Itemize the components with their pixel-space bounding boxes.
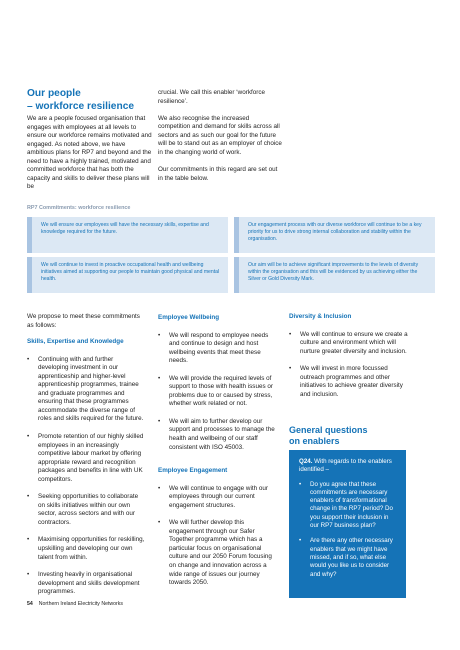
commitments-table (27, 217, 435, 293)
footer-org: Northern Ireland Electricity Networks (38, 601, 123, 607)
bullet-list (289, 331, 411, 400)
commitment-cell: Our aim will be to achieve significant improvements to the levels of diversity within the organisation and this will be evidenced by us achieving either the Silver or Gold Diversity Mark. (234, 257, 435, 293)
column-skills (27, 313, 145, 606)
bullet-list (158, 332, 280, 453)
general-questions-title: General questions on enablers (289, 425, 368, 446)
intro-left-text (27, 115, 152, 201)
page-number: 54 (27, 601, 33, 607)
intro-paragraph: crucial. We call this enabler ‘workforce resilience’. (158, 89, 265, 105)
list-item: • We will further develop this engagement through our Safer Together programme which has a particular focus on organisational culture and our 2050 Forum focusing on change and innovation across a wide range of issues our journey towards 2050. (158, 519, 280, 587)
question-box (289, 450, 406, 598)
section-title: Our people – workforce resilience (27, 88, 135, 112)
list-item: • We will aim to further develop our support and processes to manage the health and wellbeing of our staff consistent with ISO 45003. (158, 418, 280, 452)
question-bullets (299, 481, 398, 579)
intro-paragraph: We are a people focused organisation that engages with employees at all levels to ensure our workforce remains motivated and engaged. As noted above, we have ambitious plans for RP7 and beyond and the need to have a highly trained, motivated and committed workforce that has both the capacity and skills to deliver these plans will be (27, 115, 152, 191)
list-item: • Are there any other necessary enablers that we might have missed, and if so, what else would you like us to consider and why? (299, 537, 398, 578)
subheading-wellbeing: Employee Wellbeing (158, 314, 220, 321)
list-item: • Promote retention of our highly skilled employees in an increasingly competitive labour market by offering appropriate reward and recognition packages and benefits in line with UK competitors. (27, 433, 145, 484)
bullet-list (158, 485, 280, 588)
list-item: • We will continue to ensure we create a culture and environment which will nurture greater diversity and inclusion. (289, 331, 411, 357)
intro-paragraph: Our commitments in this regard are set out in the table below. (158, 166, 278, 182)
commitment-cell: We will ensure our employees will have the necessary skills, expertise and knowledge required for the future. (27, 217, 228, 253)
list-item: • Maximising opportunities for reskilling, upskilling and developing our own talent from within. (27, 536, 145, 562)
intro-right-text (158, 89, 283, 192)
question-number: Q24. (299, 458, 313, 465)
list-item: • Do you agree that these commitments are necessary enablers of transformational change in the RP7 period? Do you support their inclusion in our RP7 business plan? (299, 481, 398, 531)
column-lead: We propose to meet these commitments as follows: (27, 313, 140, 329)
page-footer (27, 601, 123, 607)
column-diversity (289, 313, 411, 408)
subheading-engagement: Employee Engagement (158, 467, 228, 475)
list-item: • Continuing with and further developing investment in our apprenticeship and higher-level apprenticeship programmes, trainee and graduate programmes and ensuring that these programmes accommodate the diverse range of roles and skills required for the future. (27, 356, 145, 424)
question-lead: Q24. With regards to the enablers identified – (299, 458, 392, 474)
subheading-diversity: Diversity & Inclusion (289, 313, 352, 320)
list-item: • We will invest in more focussed outreach programmes and other initiatives to achieve greater diversity and inclusion. (289, 365, 411, 399)
column-wellbeing-engagement (158, 314, 280, 597)
list-item: • Seeking opportunities to collaborate on skills initiatives within our own sector, across sectors and with our contractors. (27, 493, 145, 527)
commitments-heading: RP7 Commitments: workforce resilience (27, 205, 131, 211)
intro-paragraph: We also recognise the increased competition and demand for skills across all sectors and as such our goal for the future will be to stand out as an employer of choice in the changing world of work. (158, 114, 282, 156)
bullet-list (27, 356, 145, 597)
list-item: • Investing heavily in organisational development and skills development programmes. (27, 571, 145, 597)
commitment-cell: We will continue to invest in proactive occupational health and wellbeing initiatives aimed at supporting our people to maintain good physical and mental health. (27, 257, 228, 293)
list-item: • We will continue to engage with our employees through our current engagement structures. (158, 485, 280, 511)
list-item: • We will respond to employee needs and continue to design and host wellbeing events that meet these needs. (158, 332, 280, 366)
subheading-skills: Skills, Expertise and Knowledge (27, 338, 124, 346)
commitment-cell: Our engagement process with our diverse workforce will continue to be a key priority for us to drive strong internal collaboration and stability within the organisation. (234, 217, 435, 253)
list-item: • We will provide the required levels of support to those with health issues or problems due to or caused by stress, whether work related or not. (158, 375, 280, 409)
